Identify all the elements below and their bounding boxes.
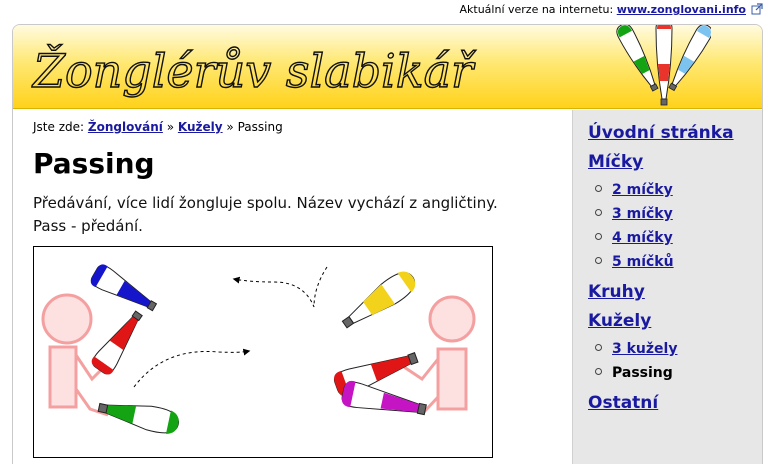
breadcrumb-separator: » xyxy=(226,120,234,134)
sidebar-link-4-micky[interactable]: 4 míčky xyxy=(612,230,673,246)
main-content xyxy=(13,110,572,464)
site-title: Žonglérův slabikář xyxy=(33,44,474,98)
sidebar-link-5-micku[interactable]: 5 míčků xyxy=(612,254,674,270)
internet-version-label: Aktuální verze na internetu: xyxy=(459,3,614,16)
internet-version-notice xyxy=(460,3,747,16)
top-bar xyxy=(0,0,777,22)
breadcrumb-link-zonglovani[interactable]: Žonglování xyxy=(87,120,163,134)
sidebar-item-ostatni[interactable]: Ostatní xyxy=(588,393,659,413)
circle-bullet-icon xyxy=(595,185,602,192)
sidebar-subitem-3-micky xyxy=(595,206,673,222)
sidebar-subitem-2-micky xyxy=(595,182,673,198)
red-club-left-icon xyxy=(89,306,148,376)
sidebar-item-kuzely[interactable]: Kužely xyxy=(588,311,652,331)
sidebar-current-passing: Passing xyxy=(612,365,673,381)
magenta-club-icon xyxy=(340,379,428,422)
circle-bullet-icon xyxy=(595,233,602,240)
breadcrumb xyxy=(33,120,283,134)
green-club-icon xyxy=(96,395,180,436)
sidebar-item-micky[interactable]: Míčky xyxy=(588,152,644,172)
sidebar-link-3-kuzely[interactable]: 3 kužely xyxy=(612,341,678,357)
pass-arc-bottom xyxy=(134,351,249,387)
sidebar-subitem-4-micky xyxy=(595,230,673,246)
blue-club-icon xyxy=(89,262,161,317)
sidebar-subitem-passing xyxy=(595,365,673,381)
yellow-club-icon xyxy=(338,267,420,335)
intro-text: Předávání, více lidí žongluje spolu. Název vychází z angličtiny. Pass - předání. xyxy=(33,194,498,235)
circle-bullet-icon xyxy=(595,344,602,351)
sidebar-subitem-3-kuzely xyxy=(595,341,677,357)
sidebar-item-kruhy[interactable]: Kruhy xyxy=(588,282,645,302)
circle-bullet-icon xyxy=(595,368,602,375)
sidebar-link-2-micky[interactable]: 2 míčky xyxy=(612,182,673,198)
sidebar-link-3-micky[interactable]: 3 míčky xyxy=(612,206,673,222)
internet-version-link[interactable]: www.zonglovani.info xyxy=(616,3,746,16)
site-title-logo[interactable] xyxy=(31,35,481,100)
juggling-clubs-icon xyxy=(616,24,711,114)
circle-bullet-icon xyxy=(595,209,602,216)
breadcrumb-separator: » xyxy=(166,120,175,134)
external-link-icon[interactable] xyxy=(751,3,763,15)
passing-illustration xyxy=(33,246,493,458)
breadcrumb-link-kuzely[interactable]: Kužely xyxy=(177,120,223,134)
sidebar-subitem-5-micku xyxy=(595,254,674,270)
circle-bullet-icon xyxy=(595,257,602,264)
pass-arc-top xyxy=(234,267,327,307)
sidebar-item-uvodni-stranka[interactable]: Úvodní stránka xyxy=(588,123,734,143)
page-frame xyxy=(12,24,763,464)
page-title: Passing xyxy=(33,147,155,180)
sidebar-nav xyxy=(572,110,763,464)
site-header xyxy=(13,25,762,109)
breadcrumb-prefix: Jste zde: xyxy=(33,120,85,134)
breadcrumb-current: Passing xyxy=(237,120,283,134)
